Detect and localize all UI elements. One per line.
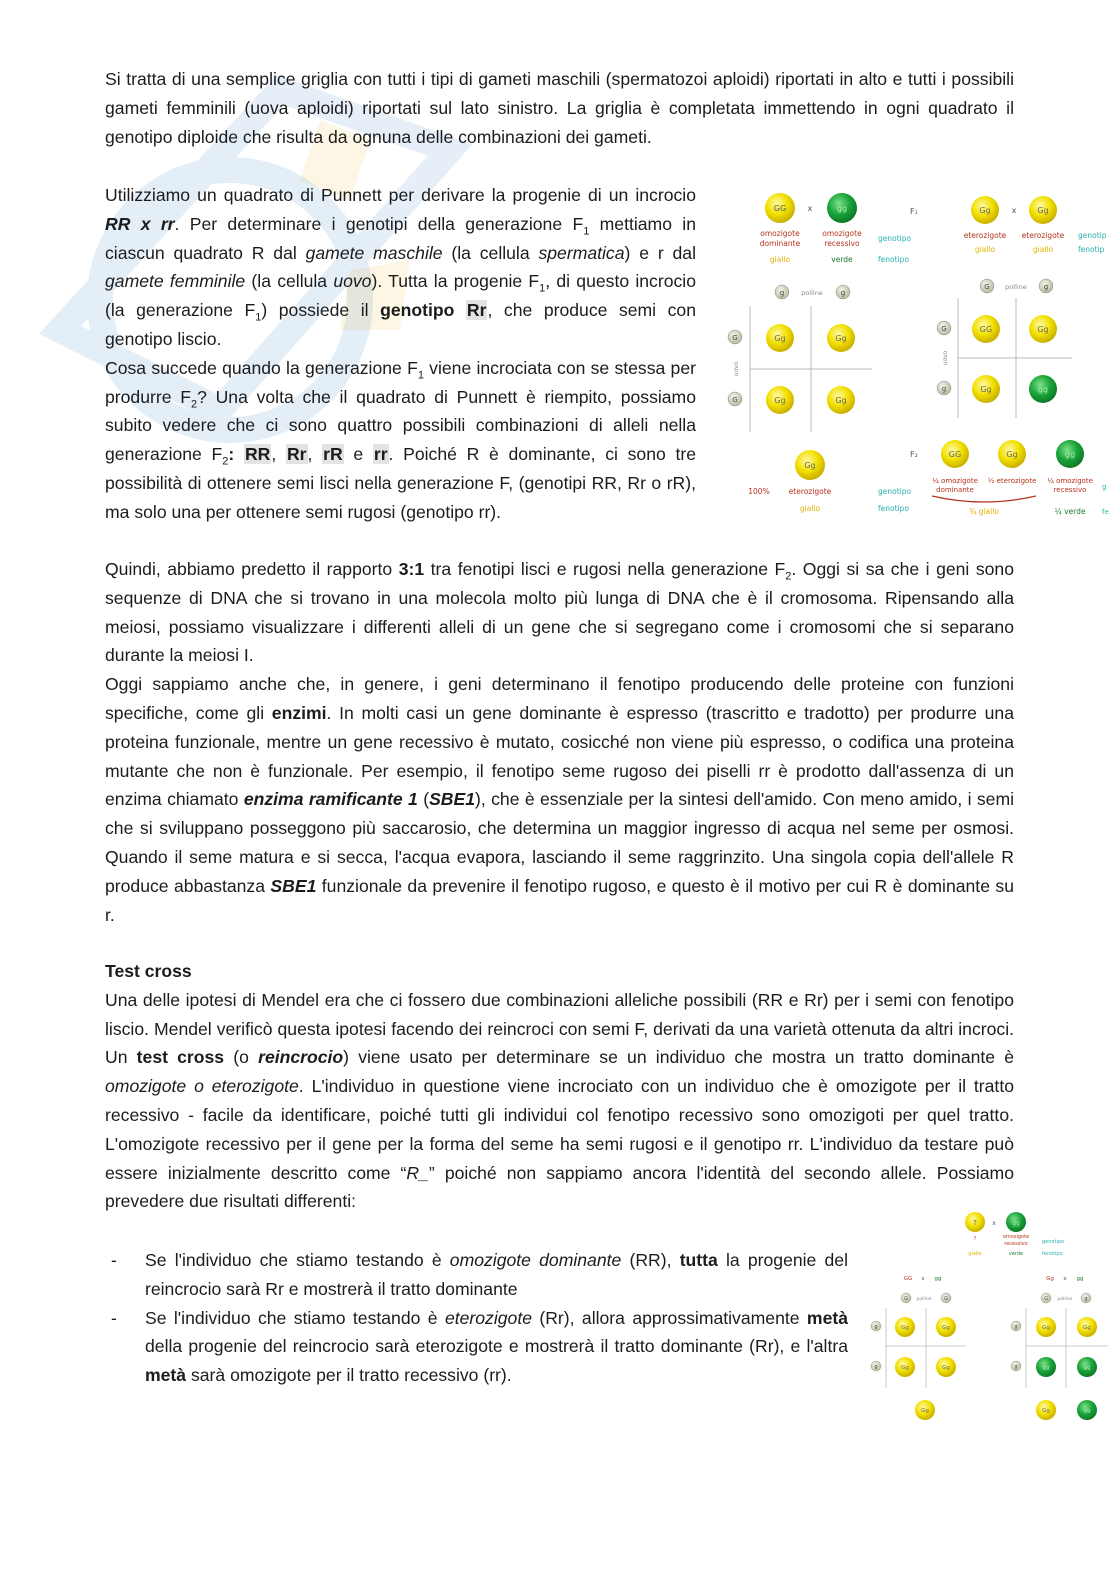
testcross-heading: Test cross	[105, 961, 192, 981]
svg-text:F₁: F₁	[910, 207, 918, 216]
svg-text:genotip: genotip	[1078, 231, 1107, 240]
list-item: - Se l'individuo che stiamo testando è omozigote dominante (RR), tutta la progenie del reincrocio sarà Rr e mostrerà il tratto dominante	[105, 1246, 848, 1304]
testcross-section	[105, 957, 1014, 1216]
svg-text:fenotipo: fenotipo	[1042, 1251, 1063, 1257]
svg-text:Gg: Gg	[921, 1408, 929, 1414]
svg-text:g: g	[840, 289, 846, 297]
svg-text:recessivo: recessivo	[1004, 1241, 1028, 1247]
svg-text:g: g	[1084, 1296, 1088, 1302]
parent-cross-left	[760, 193, 918, 264]
svg-text:Gg: Gg	[835, 396, 847, 405]
svg-text:polline: polline	[916, 1297, 932, 1302]
svg-text:gg: gg	[836, 204, 848, 213]
enzyme-paragraph: Oggi sappiamo anche che, in genere, i geni determinano il fenotipo producendo delle proteine con funzioni specifiche, come gli enzimi. In molti casi un gene dominante è espresso (trascritto e tradotto) per produrre una proteina funzionale, mentre un gene recessivo è mutato, cosicché non viene più espresso, o codifica una proteina mutante che non è funzionale. Per esempio, il fenotipo seme rugoso dei piselli rr è prodotto dall'assenza di un enzima chiamato enzima ramificante 1 (SBE1), che è essenziale per la sintesi dell'amido. Con meno amido, i semi che si sviluppano posseggono più saccarosio, che determina un maggior ingresso di acqua nel seme per osmosi. Quando il seme matura e si secca, l'acqua evapora, lasciando il seme raggrinzito. Una singola copia dell'allele R produce abbastanza SBE1 funzionale da prevenire il fenotipo rugoso, e questo è il motivo per cui R è dominante su r.	[105, 674, 1015, 925]
svg-text:genotipo: genotipo	[878, 234, 912, 243]
svg-text:G: G	[984, 283, 990, 291]
testcross-figure	[866, 1208, 1112, 1428]
svg-text:Gg: Gg	[980, 385, 992, 394]
svg-text:GG: GG	[903, 1276, 913, 1282]
testcross-parents	[965, 1212, 1064, 1257]
svg-text:Gg: Gg	[1046, 1276, 1054, 1282]
testcross-right-grid	[1011, 1276, 1108, 1420]
svg-text:Gg: Gg	[1042, 1408, 1050, 1414]
svg-text:Gg: Gg	[942, 1365, 950, 1371]
svg-text:Gg: Gg	[1006, 450, 1018, 459]
svg-text:G: G	[941, 325, 947, 333]
svg-text:Gg: Gg	[901, 1365, 909, 1371]
list-item: - Se l'individuo che stiamo testando è eterozigote (Rr), allora approssimativamente metà della progenie del reincrocio sarà eterozigote e mostrerà il tratto dominante (Rr), e l'altra metà sarà omozigote per il tratto recessivo (rr).	[105, 1304, 848, 1390]
svg-text:gg: gg	[1076, 1276, 1084, 1282]
svg-text:G: G	[944, 1296, 948, 1302]
svg-text:g: g	[874, 1324, 878, 1330]
svg-text:Gg: Gg	[774, 396, 786, 405]
svg-text:giallo: giallo	[968, 1251, 982, 1257]
svg-text:uovo: uovo	[733, 361, 740, 377]
svg-text:genotipo: genotipo	[878, 487, 912, 496]
svg-text:gg: gg	[1064, 450, 1076, 459]
svg-text:eterozigote: eterozigote	[1021, 231, 1065, 240]
f2-result	[910, 440, 1109, 516]
svg-text:Gg: Gg	[1083, 1325, 1091, 1331]
ratio-paragraph: Quindi, abbiamo predetto il rapporto 3:1 tra fenotipi lisci e rugosi nella generazione $F_2$. Oggi si sa che i geni sono sequenze di DNA che si trovano in una molecola molto più lunga di DNA che è il cromosoma. Ripensando alla meiosi, possiamo visualizzare i differenti alleli di un gene che si segregano come i cromosomi che si separano durante la meiosi I.	[105, 559, 1015, 666]
svg-text:?: ?	[973, 1219, 977, 1227]
svg-text:fe: fe	[1102, 508, 1109, 516]
body-paragraphs	[105, 555, 1014, 929]
testcross-left-grid	[871, 1276, 966, 1420]
svg-text:Gg: Gg	[804, 461, 816, 470]
svg-text:Gg: Gg	[835, 334, 847, 343]
svg-text:g: g	[1014, 1364, 1018, 1370]
svg-text:Gg: Gg	[942, 1325, 950, 1331]
svg-text:¾ giallo: ¾ giallo	[969, 507, 999, 516]
svg-text:?: ?	[973, 1236, 977, 1242]
intro-text: Si tratta di una semplice griglia con tutti i tipi di gameti maschili (spermatozoi aploidi) riportati in alto e tutti i possibili gameti femminili (uova aploidi) riportati sul lato sinistro. La griglia è completata immettendo in ogni quadrato il genotipo diploide che risulta da ognuna delle combinazioni dei gameti.	[105, 69, 1014, 147]
svg-text:¼ verde: ¼ verde	[1054, 507, 1086, 516]
f2-punnett-grid	[937, 279, 1072, 418]
svg-text:recessivo: recessivo	[1053, 486, 1087, 494]
svg-text:¼ omozigote: ¼ omozigote	[932, 477, 978, 485]
svg-text:g: g	[1043, 283, 1049, 291]
f1-punnett-grid	[728, 285, 872, 432]
svg-text:fenotipo: fenotipo	[878, 255, 909, 264]
svg-text:eterozigote: eterozigote	[788, 487, 832, 496]
svg-text:omozigote: omozigote	[760, 229, 800, 238]
intro-paragraph	[105, 65, 1014, 151]
svg-text:gg: gg	[934, 1276, 942, 1282]
svg-text:GG: GG	[979, 325, 993, 334]
svg-text:G: G	[1044, 1296, 1048, 1302]
svg-text:GG: GG	[773, 204, 787, 213]
svg-text:g: g	[941, 385, 947, 393]
svg-text:Gg: Gg	[1042, 1325, 1050, 1331]
svg-text:g: g	[1014, 1324, 1018, 1330]
svg-text:F₂: F₂	[910, 450, 918, 459]
svg-text:½ eterozigote: ½ eterozigote	[987, 477, 1037, 485]
svg-text:Gg: Gg	[901, 1325, 909, 1331]
svg-text:G: G	[732, 334, 738, 342]
svg-text:verde: verde	[831, 255, 853, 264]
svg-text:gg: gg	[1042, 1365, 1050, 1371]
svg-text:recessivo: recessivo	[824, 239, 860, 248]
svg-text:verde: verde	[1008, 1251, 1024, 1257]
svg-text:x: x	[1063, 1276, 1067, 1282]
svg-text:giallo: giallo	[974, 245, 996, 254]
svg-text:g: g	[1102, 483, 1107, 491]
svg-text:g: g	[779, 289, 785, 297]
svg-text:G: G	[904, 1296, 908, 1302]
svg-text:giallo: giallo	[799, 504, 821, 513]
outcomes-list	[105, 1246, 848, 1390]
svg-text:giallo: giallo	[769, 255, 791, 264]
svg-text:gg: gg	[1037, 385, 1049, 394]
svg-text:uovo: uovo	[942, 350, 949, 366]
svg-text:polline: polline	[1005, 283, 1027, 291]
svg-text:¼ omozigote: ¼ omozigote	[1047, 477, 1093, 485]
svg-text:giallo: giallo	[1032, 245, 1054, 254]
f1-cross-right	[964, 196, 1107, 254]
svg-text:Gg: Gg	[774, 334, 786, 343]
svg-text:dominante: dominante	[759, 239, 801, 248]
svg-text:genotipo: genotipo	[1042, 1239, 1065, 1245]
svg-text:x: x	[992, 1220, 996, 1227]
punnett-paragraph: Utilizziamo un quadrato di Punnett per derivare la progenie di un incrocio RR x rr. Per determinare i genotipi della generazione $F_1$ mettiamo in ciascun quadrato R dal gamete maschile (la cellula spermatica) e r dal gamete femminile (la cellula uovo). Tutta la progenie $F_1$, di questo incrocio (la generazione $F_1$) possiede il genotipo Rr, che produce semi con genotipo liscio. Cosa succede quando la generazione $F_1$ viene incrociata con se stessa per produrre $F_2$? Una volta che il quadrato di Punnett è riempito, possiamo subito vedere che ci sono quattro possibili combinazioni di alleli nella generazione $F_2$: RR, Rr, rR e rr. Poiché R è dominante, ci sono tre possibilità di ottenere semi lisci nella generazione F, (genotipi RR, Rr o rR), ma solo una per ottenere semi rugosi (genotipo rr).	[105, 185, 696, 522]
f1-result	[748, 450, 911, 513]
testcross-paragraph: Una delle ipotesi di Mendel era che ci fossero due combinazioni alleliche possibili (RR e Rr) per i semi con fenotipo liscio. Mendel verificò questa ipotesi facendo dei reincroci con semi F, derivati da una varietà ottenuta da altri incroci. Un test cross (o reincrocio) viene usato per determinare se un individuo che mostra un tratto dominante è omozigote o eterozigote. L'individuo in questione viene incrociato con un individuo che è omozigote per il tratto recessivo - facile da identificare, poiché tutti gli individui col fenotipo recessivo sono omozigoti per quel tratto. L'omozigote recessivo per il gene per la forma del seme ha semi rugosi e il genotipo rr. L'individuo da testare può essere inizialmente descritto come “R_” poiché non sappiamo ancora l'identità del secondo allele. Possiamo prevedere due risultati differenti:	[105, 989, 1015, 1212]
svg-text:Gg: Gg	[979, 206, 991, 215]
cross-notation: RR x rr	[105, 213, 175, 234]
svg-text:omozigote: omozigote	[1002, 1234, 1030, 1240]
svg-text:gg: gg	[1012, 1220, 1020, 1227]
svg-text:x: x	[1011, 206, 1017, 215]
svg-text:G: G	[732, 396, 738, 404]
svg-text:GG: GG	[948, 450, 962, 459]
punnett-figure	[722, 186, 1114, 526]
svg-text:dominante: dominante	[936, 486, 974, 494]
svg-text:omozigote: omozigote	[822, 229, 862, 238]
svg-text:g: g	[874, 1364, 878, 1370]
svg-text:gg: gg	[1083, 1365, 1091, 1371]
svg-text:fenotipo: fenotipo	[878, 504, 909, 513]
svg-text:Gg: Gg	[1037, 325, 1049, 334]
svg-text:x: x	[807, 204, 813, 213]
svg-text:polline: polline	[1057, 1297, 1073, 1302]
svg-text:x: x	[921, 1276, 925, 1282]
svg-text:gg: gg	[1083, 1408, 1091, 1414]
svg-text:eterozigote: eterozigote	[963, 231, 1007, 240]
svg-text:fenotip: fenotip	[1078, 245, 1105, 254]
svg-text:100%: 100%	[748, 487, 770, 496]
svg-text:Gg: Gg	[1037, 206, 1049, 215]
svg-text:polline: polline	[801, 289, 823, 297]
